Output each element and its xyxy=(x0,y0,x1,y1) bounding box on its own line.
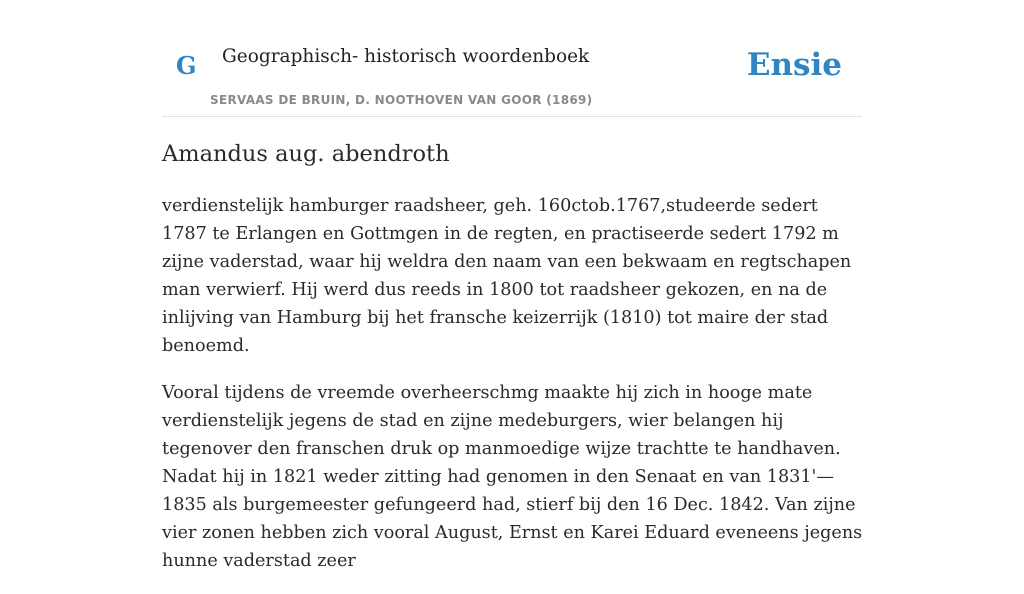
book-logo-icon[interactable]: G xyxy=(176,51,197,80)
ensie-logo-link[interactable]: Ensie xyxy=(746,47,842,83)
entry-content xyxy=(162,192,864,594)
header xyxy=(162,0,862,117)
entry-title: Amandus aug. abendroth xyxy=(162,141,450,167)
entry-paragraph: verdienstelijk hamburger raadsheer, geh. 160ctob.1767,studeerde sedert 1787 te Erlangen en Gottmgen in de regten, en practiseerde sedert 1792 m zijne vaderstad, waar hij weldra den naam van een bekwaam en regtschapen man verwierf. Hij werd dus reeds in 1800 tot raadsheer gekozen, en na de inlijving van Hamburg bij het fransche keizerrijk (1810) tot maire der stad benoemd. xyxy=(162,196,852,356)
entry-paragraph: Vooral tijdens de vreemde overheerschmg maakte hij zich in hooge mate verdienstelijk jegens de stad en zijne medeburgers, wier belangen hij tegenover den franschen druk op manmoedige wijze trachtte te handhaven. Nadat hij in 1821 weder zitting had genomen in den Senaat en van 1831'—1835 als burgemeester gefungeerd had, stierf bij den 16 Dec. 1842. Van zijne vier zonen hebben zich vooral August, Ernst en Karei Eduard eveneens jegens hunne vaderstad zeer xyxy=(162,383,863,571)
book-title[interactable]: Geographisch- historisch woordenboek xyxy=(222,46,590,67)
book-author: SERVAAS DE BRUIN, D. NOOTHOVEN VAN GOOR (1869) xyxy=(210,93,593,107)
